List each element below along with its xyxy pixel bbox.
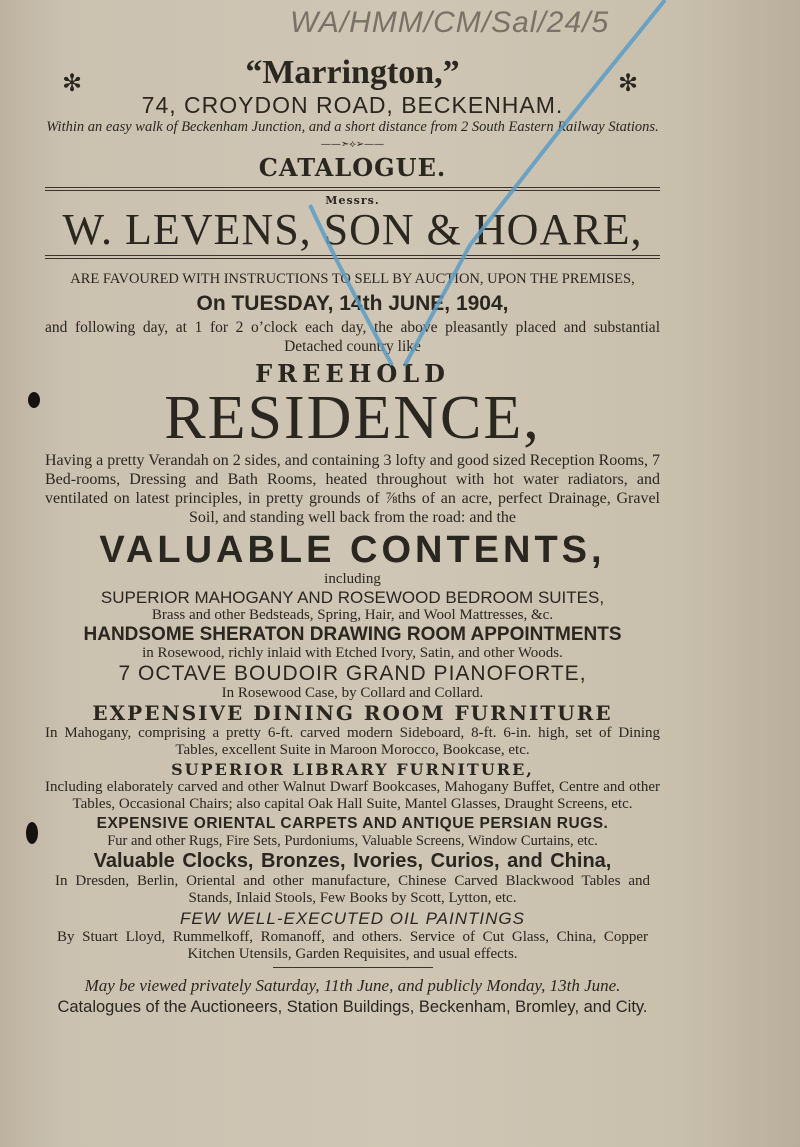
lot-heading: FEW WELL-EXECUTED OIL PAINTINGS — [180, 909, 525, 928]
messrs-label: Messrs. — [325, 194, 380, 207]
lot-detail: Brass and other Bedsteads, Spring, Hair, and Wool Mattresses, &c. — [151, 607, 554, 623]
residence-heading: RESIDENCE, — [164, 384, 541, 452]
lot-detail: in Rosewood, richly inlaid with Etched Ivory, Satin, and other Woods. — [142, 645, 563, 661]
lot-heading: HANDSOME SHERATON DRAWING ROOM APPOINTMENTS — [83, 624, 622, 645]
lot-detail: In Rosewood Case, by Collard and Collard. — [221, 685, 484, 701]
ornament-divider: ——➣⟡➢—— — [320, 139, 385, 150]
residence-description: Having a pretty Verandah on 2 sides, and containing 3 lofty and good sized Reception Rooms, 7 Bed-rooms, Dressing and Bath Rooms, heated throughout with hot water radiators, and ventilated on latest principles, in pretty grounds of ⅞ths of an acre, perfect Drainage, Gravel Soil, and standing well back from the road: and the — [45, 452, 660, 526]
including-text: including — [324, 571, 381, 587]
catalogue-title: CATALOGUE. — [258, 153, 447, 182]
short-rule — [273, 967, 433, 968]
sale-time: and following day, at 1 for 2 o’clock each day, the above pleasantly placed and substantial Detached country like — [45, 319, 660, 355]
lot-heading: 7 OCTAVE BOUDOIR GRAND PIANOFORTE, — [118, 662, 587, 685]
catalogues-from: Catalogues of the Auctioneers, Station Buildings, Beckenham, Bromley, and City. — [57, 998, 648, 1016]
instructions-text: ARE FAVOURED WITH INSTRUCTIONS TO SELL BY AUCTION, UPON THE PREMISES, — [70, 271, 635, 287]
valuable-contents-heading: VALUABLE CONTENTS, — [99, 529, 606, 571]
address: 74, CROYDON ROAD, BECKENHAM. — [141, 92, 564, 118]
lot-detail: By Stuart Lloyd, Rummelkoff, Romanoff, and others. Service of Cut Glass, China, Copper Kitchen Utensils, Garden Requisites, and usual effects. — [57, 929, 648, 962]
freehold-heading: FREEHOLD — [255, 359, 450, 388]
catalogue-page — [45, 0, 660, 1017]
lot-heading: Valuable Clocks, Bronzes, Ivories, Curios, and China, — [93, 850, 612, 872]
archive-reference-handwriting: WA/HMM/CM/Sal/24/5 — [290, 6, 610, 39]
double-rule — [45, 187, 660, 191]
auctioneers-name: W. LEVENS, SON & HOARE, — [62, 205, 643, 254]
double-rule — [45, 255, 660, 259]
house-name: “Marrington,” — [245, 54, 460, 91]
paper-hole — [28, 392, 40, 408]
lot-detail: In Dresden, Berlin, Oriental and other manufacture, Chinese Carved Blackwood Tables and Stands, Inlaid Stools, Few Books by Scott, Lytton, etc. — [55, 873, 650, 906]
asterisk-ornament-icon: ✻ — [618, 69, 639, 97]
lot-heading: EXPENSIVE DINING ROOM FURNITURE — [92, 701, 613, 725]
lot-detail: In Mahogany, comprising a pretty 6-ft. carved modern Sideboard, 8-ft. 6-in. high, set of Dining Tables, excellent Suite in Maroon Morocco, Bookcase, etc. — [45, 725, 660, 758]
paper-hole — [26, 822, 38, 844]
asterisk-ornament-icon: ✻ — [62, 69, 83, 97]
lot-detail: Including elaborately carved and other Walnut Dwarf Bookcases, Mahogany Buffet, Centre and other Tables, Occasional Chairs; also capital Oak Hall Suite, Mantel Glasses, Draught Screens, etc. — [45, 779, 660, 812]
lot-detail: Fur and other Rugs, Fire Sets, Purdoniums, Valuable Screens, Window Curtains, etc. — [107, 833, 598, 849]
lot-heading: SUPERIOR LIBRARY FURNITURE, — [171, 760, 534, 779]
lot-heading: SUPERIOR MAHOGANY AND ROSEWOOD BEDROOM SUITES, — [100, 588, 605, 607]
location-note: Within an easy walk of Beckenham Junction, and a short distance from 2 South Eastern Railway Stations. — [46, 119, 659, 135]
sale-date: On TUESDAY, 14th JUNE, 1904, — [196, 292, 509, 315]
lot-heading: EXPENSIVE ORIENTAL CARPETS AND ANTIQUE PERSIAN RUGS. — [96, 815, 609, 832]
viewing-times: May be viewed privately Saturday, 11th June, and publicly Monday, 13th June. — [84, 976, 621, 995]
